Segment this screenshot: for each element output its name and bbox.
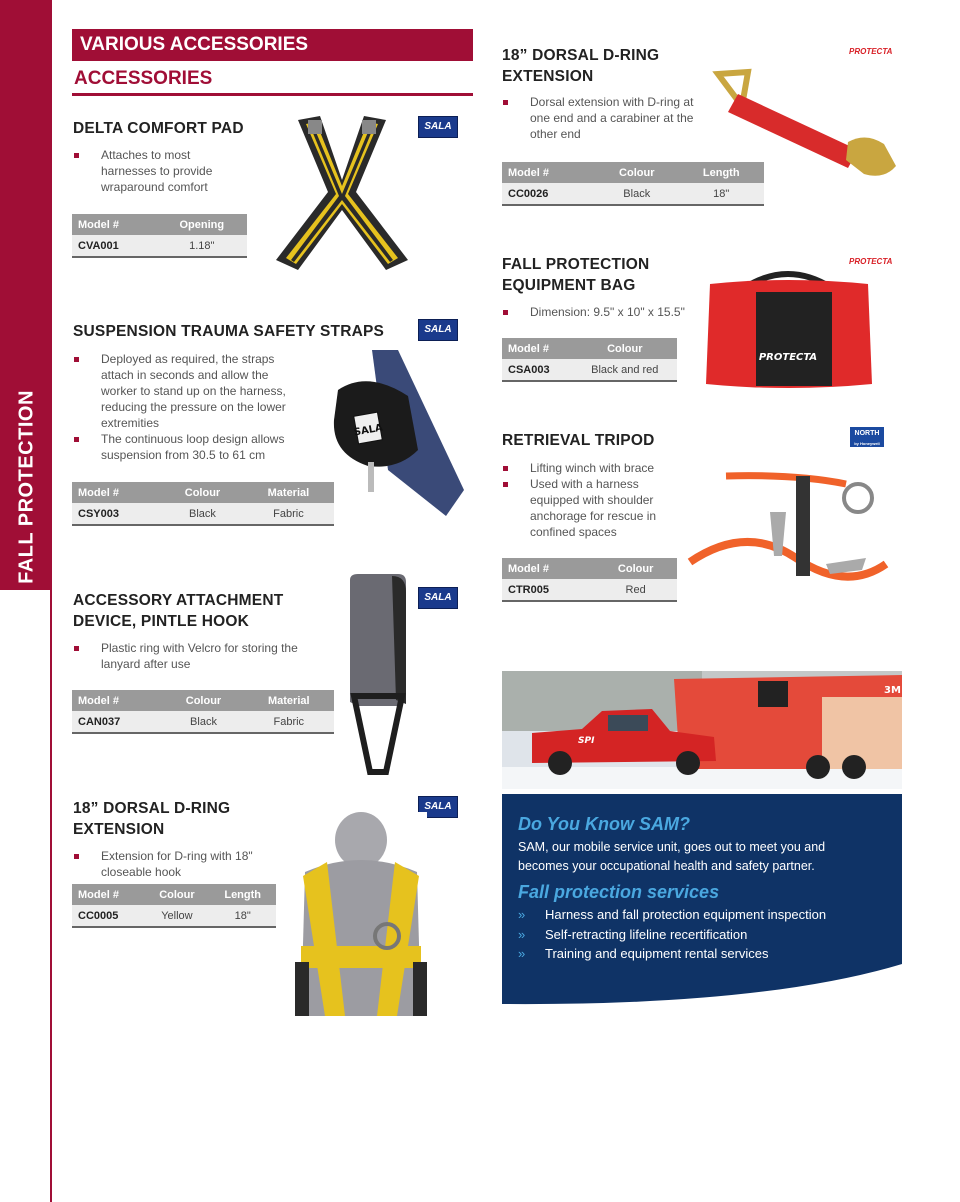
table-row: [502, 359, 677, 381]
cell-material: Fabric: [243, 503, 334, 525]
table-row: [72, 503, 334, 525]
section-label: FALL PROTECTION: [15, 390, 38, 584]
list-item: » Self-retracting lifeline recertification: [518, 925, 888, 945]
bullet-list-pintle: [73, 640, 305, 672]
bullet: Dimension: 9.5" x 10" x 15.5": [502, 304, 702, 320]
subsection-heading: ACCESSORIES: [72, 68, 473, 96]
table-row: [72, 905, 276, 927]
bullet: The continuous loop design allows suspension from 30.5 to 61 cm: [73, 431, 295, 463]
sala-logo: SALA: [418, 319, 458, 341]
cell-model: CSA003: [502, 359, 573, 381]
col-header: Colour: [573, 338, 677, 359]
cell-colour: Yellow: [144, 905, 209, 927]
product-title-bag: [502, 254, 649, 296]
cell-model: CTR005: [502, 579, 594, 601]
section-banner: VARIOUS ACCESSORIES: [72, 29, 473, 61]
truck-spi-mark: SPI: [578, 736, 595, 746]
col-header: Material: [243, 482, 334, 503]
north-logo: [850, 427, 884, 447]
col-header: Model #: [502, 338, 573, 359]
dorsal-harness-image: [295, 812, 427, 1016]
cell-model: CSY003: [72, 503, 162, 525]
bullet-list-delta: [73, 147, 233, 195]
trauma-strap-image: [328, 350, 466, 518]
cell-model: CVA001: [72, 235, 157, 257]
side-rule: [50, 590, 52, 1202]
table-row: [502, 183, 764, 205]
title-line: DEVICE, PINTLE HOOK: [73, 613, 250, 630]
delta-comfort-pad-image: [268, 110, 416, 274]
cell-opening: 1.18": [157, 235, 247, 257]
product-title-delta: DELTA COMFORT PAD: [73, 120, 244, 137]
retrieval-lanyard-image: [686, 464, 896, 606]
list-item: » Harness and fall protection equipment inspection: [518, 905, 888, 925]
protecta-logo: PROTECTA: [849, 47, 893, 56]
bullet-list-trauma: [73, 351, 295, 463]
bullet: Deployed as required, the straps attach in seconds and allow the worker to stand up on the harness, reducing the pressure on the lower extremities: [73, 351, 295, 431]
cell-material: Fabric: [244, 711, 334, 733]
cell-model: CAN037: [72, 711, 163, 733]
col-header: Model #: [72, 482, 162, 503]
bullet-list-dorsal-left: [73, 848, 273, 880]
sam-info-box: [502, 794, 902, 1010]
trailer-3m-mark: 3M: [884, 685, 901, 696]
bullet: Extension for D-ring with 18" closeable hook: [73, 848, 273, 880]
bag-print: PROTECTA: [758, 352, 818, 363]
dorsal-extension-image: [708, 68, 900, 182]
cell-model: CC0005: [72, 905, 144, 927]
cell-colour: Black: [163, 711, 243, 733]
spec-table-delta: [72, 214, 247, 258]
col-header: Material: [244, 690, 334, 711]
protecta-logo: PROTECTA: [849, 257, 893, 266]
col-header: Length: [209, 884, 276, 905]
col-header: Opening: [157, 214, 247, 235]
title-line: 18” DORSAL D-RING: [73, 800, 231, 817]
table-row: [72, 711, 334, 733]
spec-table-dorsal-left: [72, 884, 276, 928]
cell-length: 18": [678, 183, 764, 205]
col-header: Model #: [72, 214, 157, 235]
cell-colour: Black and red: [573, 359, 677, 381]
product-title-dorsal-left: [73, 798, 230, 840]
table-row: [72, 235, 247, 257]
sala-logo: SALA: [418, 587, 458, 609]
sam-heading: Do You Know SAM?: [518, 814, 690, 834]
col-header: Colour: [595, 162, 678, 183]
col-header: Length: [678, 162, 764, 183]
service-truck-photo: [502, 671, 902, 789]
svg-text:SALA: SALA: [353, 422, 384, 439]
north-wordmark: NORTH: [854, 430, 880, 437]
cell-colour: Black: [162, 503, 243, 525]
bullet-list-dorsal-right: [502, 94, 700, 142]
bullet: Attaches to most harnesses to provide wraparound comfort: [73, 147, 233, 195]
col-header: Colour: [163, 690, 243, 711]
cell-model: CC0026: [502, 183, 595, 205]
cell-length: 18": [209, 905, 276, 927]
product-title-trauma: SUSPENSION TRAUMA SAFETY STRAPS: [73, 323, 385, 340]
cell-colour: Black: [595, 183, 678, 205]
cell-colour: Red: [594, 579, 677, 601]
table-row: [502, 579, 677, 601]
spec-table-pintle: [72, 690, 334, 734]
sam-text: SAM, our mobile service unit, goes out to meet you and becomes your occupational health and safety partner.: [518, 840, 826, 873]
product-title-pintle: [73, 590, 283, 632]
bullet: Used with a harness equipped with shoulder anchorage for rescue in confined spaces: [502, 476, 680, 540]
col-header: Model #: [502, 162, 595, 183]
col-header: Model #: [72, 690, 163, 711]
product-title-dorsal-right: [502, 45, 659, 87]
spec-table-bag: [502, 338, 677, 382]
title-line: EXTENSION: [73, 821, 165, 838]
box-wave-decoration: [502, 944, 902, 1010]
col-header: Colour: [144, 884, 209, 905]
spec-table-trauma: [72, 482, 334, 526]
sala-logo: SALA: [418, 796, 458, 818]
bullet: Lifting winch with brace: [502, 460, 680, 476]
col-header: Model #: [502, 558, 594, 579]
col-header: Colour: [162, 482, 243, 503]
pintle-hook-image: [340, 572, 416, 778]
title-line: EXTENSION: [502, 68, 594, 85]
services-heading: Fall protection services: [518, 882, 720, 902]
north-subline: by Honeywell: [854, 441, 880, 446]
col-header: Model #: [72, 884, 144, 905]
bullet-list-tripod: [502, 460, 680, 540]
list-item: » Training and equipment rental services: [518, 944, 888, 964]
sala-logo: SALA: [418, 116, 458, 138]
product-title-tripod: RETRIEVAL TRIPOD: [502, 432, 655, 449]
bullet: Dorsal extension with D-ring at one end and a carabiner at the other end: [502, 94, 700, 142]
col-header: Colour: [594, 558, 677, 579]
bullet-list-bag: [502, 304, 702, 320]
title-line: FALL PROTECTION: [502, 256, 650, 273]
spec-table-tripod: [502, 558, 677, 602]
title-line: EQUIPMENT BAG: [502, 277, 636, 294]
bullet: Plastic ring with Velcro for storing the lanyard after use: [73, 640, 305, 672]
title-line: 18” DORSAL D-RING: [502, 47, 660, 64]
title-line: ACCESSORY ATTACHMENT: [73, 592, 284, 609]
equipment-bag-image: [700, 264, 878, 392]
